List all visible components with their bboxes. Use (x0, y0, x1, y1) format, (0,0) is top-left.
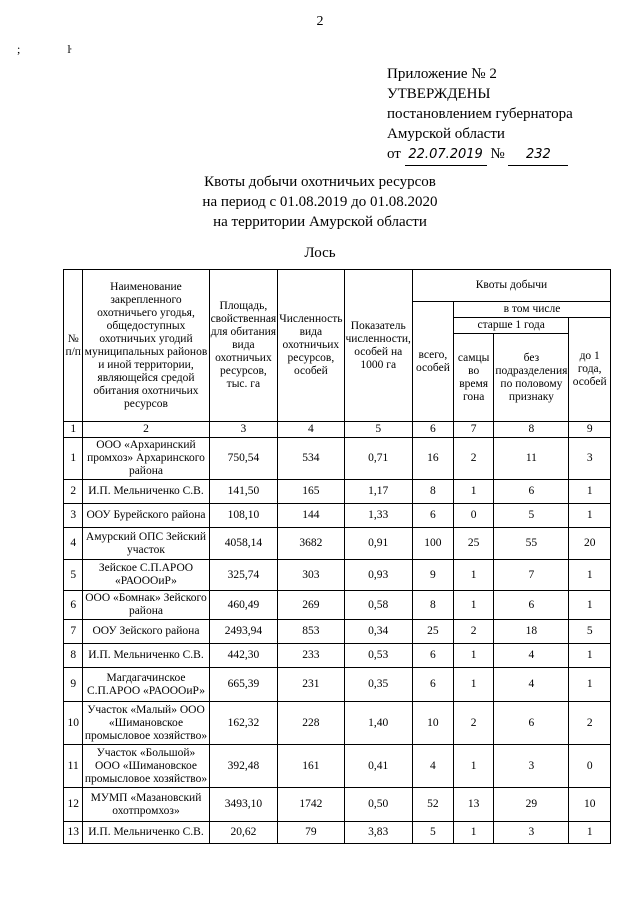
cell-nosex: 6 (494, 702, 569, 745)
table-row (64, 702, 611, 745)
column-numbers-row (64, 422, 611, 438)
cell-males: 1 (453, 745, 493, 788)
cell-males: 1 (453, 480, 493, 504)
cell-area: 108,10 (209, 504, 278, 528)
cell-pop: 231 (278, 668, 344, 702)
cell-no: 4 (64, 528, 83, 560)
cell-no: 6 (64, 591, 83, 620)
cell-total: 6 (412, 644, 453, 668)
cell-nosex: 6 (494, 480, 569, 504)
cell-young: 1 (569, 560, 611, 591)
title-line-2: на период с 01.08.2019 до 01.08.2020 (202, 194, 438, 210)
margin-marks: ; ŀ (17, 42, 94, 56)
cell-total: 4 (412, 745, 453, 788)
cell-nosex: 3 (494, 745, 569, 788)
col-number: 5 (344, 422, 412, 438)
cell-pop: 3682 (278, 528, 344, 560)
cell-dens: 0,53 (344, 644, 412, 668)
species-heading: Лось (304, 245, 336, 261)
approval-line-approved: УТВЕРЖДЕНЫ (387, 86, 491, 102)
cell-name: И.П. Мельниченко С.В. (83, 480, 209, 504)
quota-table (63, 269, 611, 844)
cell-dens: 0,50 (344, 788, 412, 822)
approval-line-date (387, 144, 573, 166)
cell-pop: 853 (278, 620, 344, 644)
cell-pop: 165 (278, 480, 344, 504)
cell-dens: 0,91 (344, 528, 412, 560)
cell-total: 25 (412, 620, 453, 644)
cell-name: Участок «Малый» ООО «Шимановское промысловое хозяйство» (83, 702, 209, 745)
cell-total: 100 (412, 528, 453, 560)
col-number: 4 (278, 422, 344, 438)
cell-pop: 534 (278, 438, 344, 480)
header-total: всего, особей (412, 302, 453, 422)
cell-pop: 228 (278, 702, 344, 745)
cell-name: ООО «Архаринский промхоз» Архаринского района (83, 438, 209, 480)
cell-area: 2493,94 (209, 620, 278, 644)
approval-line-appendix: Приложение № 2 (387, 66, 497, 82)
approval-line-decree: постановлением губернатора (387, 106, 573, 122)
cell-males: 2 (453, 702, 493, 745)
table-row (64, 644, 611, 668)
col-number: 3 (209, 422, 278, 438)
header-no-sex: без подразделения по половому признаку (494, 334, 569, 422)
cell-total: 10 (412, 702, 453, 745)
cell-area: 750,54 (209, 438, 278, 480)
from-label: от (387, 146, 401, 162)
header-under1: до 1 года, особей (569, 318, 611, 422)
cell-area: 665,39 (209, 668, 278, 702)
cell-total: 6 (412, 504, 453, 528)
cell-dens: 1,17 (344, 480, 412, 504)
cell-males: 1 (453, 560, 493, 591)
cell-males: 2 (453, 438, 493, 480)
cell-total: 52 (412, 788, 453, 822)
header-population: Численность вида охотничьих ресурсов, особей (278, 270, 344, 422)
cell-total: 8 (412, 480, 453, 504)
cell-total: 9 (412, 560, 453, 591)
table-row (64, 528, 611, 560)
number-label: № (490, 146, 505, 162)
cell-dens: 3,83 (344, 822, 412, 844)
decree-number: 232 (508, 145, 568, 166)
cell-males: 1 (453, 591, 493, 620)
table-row (64, 560, 611, 591)
cell-young: 5 (569, 620, 611, 644)
cell-area: 325,74 (209, 560, 278, 591)
cell-young: 1 (569, 591, 611, 620)
cell-no: 1 (64, 438, 83, 480)
col-number: 7 (453, 422, 493, 438)
cell-name: Магдагачинское С.П.АРОО «РАОООиР» (83, 668, 209, 702)
cell-males: 13 (453, 788, 493, 822)
cell-pop: 1742 (278, 788, 344, 822)
cell-area: 162,32 (209, 702, 278, 745)
document-title (0, 172, 640, 232)
cell-dens: 0,41 (344, 745, 412, 788)
cell-young: 1 (569, 822, 611, 844)
cell-young: 10 (569, 788, 611, 822)
cell-no: 13 (64, 822, 83, 844)
cell-young: 1 (569, 668, 611, 702)
header-older: старше 1 года (453, 318, 568, 334)
cell-young: 20 (569, 528, 611, 560)
cell-name: Амурский ОПС Зейский участок (83, 528, 209, 560)
cell-males: 0 (453, 504, 493, 528)
cell-name: Участок «Большой» ООО «Шимановское промысловое хозяйство» (83, 745, 209, 788)
decree-date: 22.07.2019 (405, 145, 487, 166)
cell-young: 1 (569, 480, 611, 504)
cell-name: ООУ Зейского района (83, 620, 209, 644)
header-males: самцы во время гона (453, 334, 493, 422)
approval-block (387, 64, 573, 166)
cell-young: 1 (569, 504, 611, 528)
table-row (64, 788, 611, 822)
cell-nosex: 55 (494, 528, 569, 560)
cell-males: 1 (453, 668, 493, 702)
cell-name: ООУ Бурейского района (83, 504, 209, 528)
header-no: № п/п (64, 270, 83, 422)
cell-young: 3 (569, 438, 611, 480)
cell-dens: 0,58 (344, 591, 412, 620)
cell-dens: 0,35 (344, 668, 412, 702)
cell-no: 10 (64, 702, 83, 745)
cell-males: 2 (453, 620, 493, 644)
cell-pop: 79 (278, 822, 344, 844)
cell-males: 25 (453, 528, 493, 560)
cell-males: 1 (453, 822, 493, 844)
cell-dens: 0,71 (344, 438, 412, 480)
cell-total: 16 (412, 438, 453, 480)
col-number: 6 (412, 422, 453, 438)
cell-area: 3493,10 (209, 788, 278, 822)
cell-nosex: 18 (494, 620, 569, 644)
header-name: Наименование закрепленного охотничьего угодья, общедоступных охотничьих угодий муниципальных районов и иной территории, являющейся средой обитания охотничьих ресурсов (83, 270, 209, 422)
cell-pop: 233 (278, 644, 344, 668)
cell-no: 12 (64, 788, 83, 822)
cell-area: 141,50 (209, 480, 278, 504)
header-including: в том числе (453, 302, 610, 318)
cell-nosex: 6 (494, 591, 569, 620)
cell-dens: 1,33 (344, 504, 412, 528)
col-number: 8 (494, 422, 569, 438)
page-number: 2 (316, 14, 324, 29)
cell-pop: 144 (278, 504, 344, 528)
table-row (64, 591, 611, 620)
cell-total: 5 (412, 822, 453, 844)
cell-name: И.П. Мельниченко С.В. (83, 644, 209, 668)
cell-area: 4058,14 (209, 528, 278, 560)
title-line-3: на территории Амурской области (213, 214, 427, 230)
table-row (64, 504, 611, 528)
cell-area: 20,62 (209, 822, 278, 844)
col-number: 9 (569, 422, 611, 438)
cell-nosex: 5 (494, 504, 569, 528)
cell-males: 1 (453, 644, 493, 668)
header-quotas: Квоты добычи (412, 270, 610, 302)
cell-pop: 303 (278, 560, 344, 591)
cell-nosex: 11 (494, 438, 569, 480)
cell-pop: 161 (278, 745, 344, 788)
cell-nosex: 4 (494, 668, 569, 702)
cell-total: 6 (412, 668, 453, 702)
cell-young: 2 (569, 702, 611, 745)
cell-nosex: 4 (494, 644, 569, 668)
cell-name: Зейское С.П.АРОО «РАОООиР» (83, 560, 209, 591)
cell-no: 8 (64, 644, 83, 668)
table-row (64, 480, 611, 504)
cell-no: 3 (64, 504, 83, 528)
cell-dens: 0,93 (344, 560, 412, 591)
cell-pop: 269 (278, 591, 344, 620)
title-line-1: Квоты добычи охотничьих ресурсов (204, 174, 436, 190)
cell-no: 5 (64, 560, 83, 591)
cell-area: 442,30 (209, 644, 278, 668)
table-row (64, 822, 611, 844)
cell-name: ООО «Бомнак» Зейского района (83, 591, 209, 620)
cell-area: 460,49 (209, 591, 278, 620)
cell-nosex: 29 (494, 788, 569, 822)
col-number: 2 (83, 422, 209, 438)
header-density: Показатель численности, особей на 1000 га (344, 270, 412, 422)
cell-nosex: 3 (494, 822, 569, 844)
cell-young: 0 (569, 745, 611, 788)
cell-total: 8 (412, 591, 453, 620)
approval-line-region: Амурской области (387, 126, 505, 142)
cell-no: 2 (64, 480, 83, 504)
cell-young: 1 (569, 644, 611, 668)
cell-nosex: 7 (494, 560, 569, 591)
cell-name: МУМП «Мазановский охотпромхоз» (83, 788, 209, 822)
table-row (64, 438, 611, 480)
header-area: Площадь, свойственная для обитания вида охотничьих ресурсов, тыс. га (209, 270, 278, 422)
cell-no: 7 (64, 620, 83, 644)
cell-no: 9 (64, 668, 83, 702)
table-row (64, 668, 611, 702)
cell-name: И.П. Мельниченко С.В. (83, 822, 209, 844)
table-row (64, 620, 611, 644)
cell-dens: 0,34 (344, 620, 412, 644)
cell-no: 11 (64, 745, 83, 788)
col-number: 1 (64, 422, 83, 438)
cell-area: 392,48 (209, 745, 278, 788)
table-row (64, 745, 611, 788)
cell-dens: 1,40 (344, 702, 412, 745)
